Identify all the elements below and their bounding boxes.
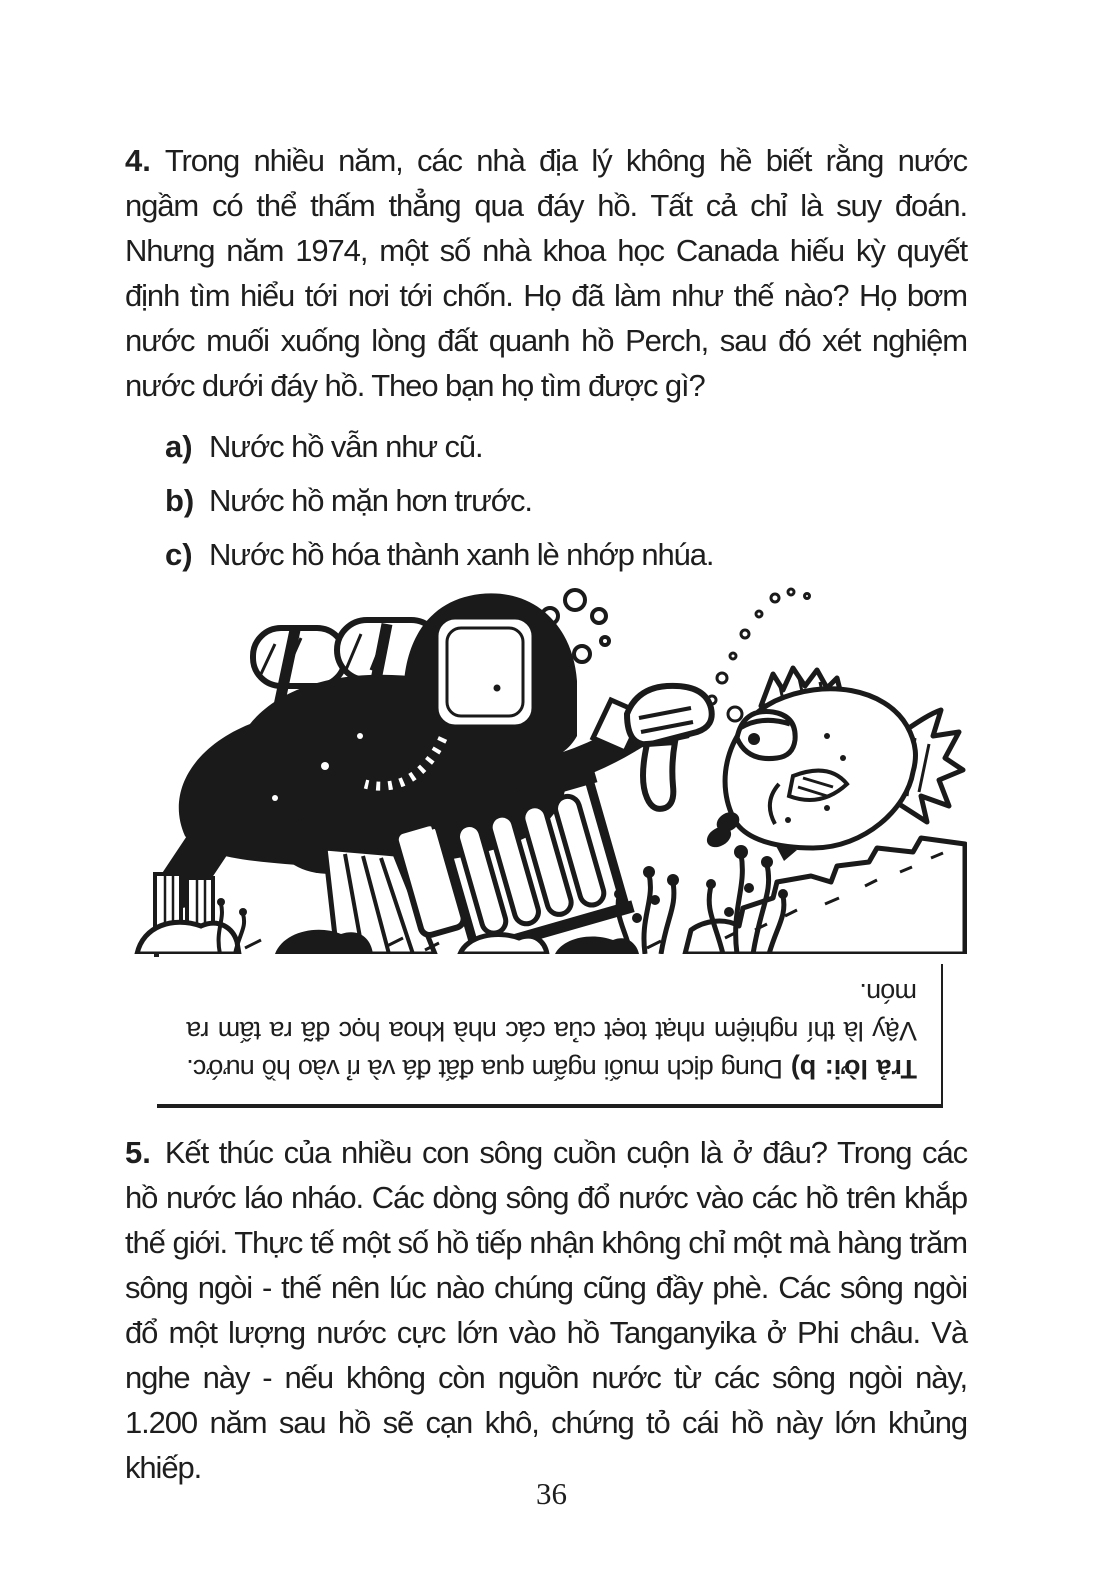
fish-lips — [703, 808, 743, 851]
option-c-label: c) — [165, 537, 193, 572]
option-b — [165, 478, 967, 523]
diver — [155, 593, 712, 954]
answer-text: Dung dịch muối ngấm qua đất đá và rỉ vào hồ nước. Vậy là thí nghiệm nhạt toẹt của các nhà khoa học đã ra tấm ra món. — [187, 978, 917, 1084]
question-4-number: 4. — [125, 143, 151, 178]
option-a-label: a) — [165, 429, 193, 464]
underwater-illustration — [125, 586, 967, 954]
option-a-text: Nước hồ vẫn như cũ. — [209, 429, 483, 464]
option-c — [165, 532, 967, 577]
options-list — [125, 424, 967, 577]
option-b-text: Nước hồ mặn hơn trước. — [209, 483, 532, 518]
option-c-text: Nước hồ hóa thành xanh lè nhớp nhúa. — [209, 537, 714, 572]
fish — [703, 668, 963, 861]
answer-label: Trả lời: b) — [790, 1054, 917, 1084]
answer-box — [157, 964, 943, 1108]
diver-and-fish-svg — [125, 586, 967, 954]
question-5-text: Kết thúc của nhiều con sông cuồn cuộn là ở đâu? Trong các hồ nước láo nháo. Các dòng sông đổ nước vào các hồ trên khắp thế giới. Thực tế một số hồ tiếp nhận không chỉ một mà hàng trăm sông ngòi - thế nên lúc nào chúng cũng đầy phè. Các sông ngòi đổ một lượng nước cực lớn vào hồ Tanganyika ở Phi châu. Và nghe này - nếu không còn nguồn nước từ các sông ngòi này, 1.200 năm sau hồ sẽ cạn khô, chứng tỏ cái hồ này lớn khủng khiếp. — [125, 1135, 967, 1485]
answer-paragraph — [187, 974, 917, 1088]
answer-box-upside-down-content — [187, 974, 917, 1088]
question-5-number: 5. — [125, 1135, 151, 1170]
question-4-text: Trong nhiều năm, các nhà địa lý không hề biết rằng nước ngầm có thể thấm thẳng qua đáy hồ. Tất cả chỉ là suy đoán. Nhưng năm 1974, một số nhà khoa học Canada hiếu kỳ quyết định tìm hiểu tới nơi tới chốn. Họ đã làm như thế nào? Họ bơm nước muối xuống lòng đất quanh hồ Perch, sau đó xét nghiệm nước dưới đáy hồ. Theo bạn họ tìm được gì? — [125, 143, 967, 403]
page-number: 36 — [536, 1476, 567, 1511]
option-b-label: b) — [165, 483, 195, 518]
option-a — [165, 424, 967, 469]
question-4-paragraph — [125, 138, 967, 408]
page-content — [125, 138, 967, 1490]
question-5-paragraph — [125, 1130, 967, 1490]
